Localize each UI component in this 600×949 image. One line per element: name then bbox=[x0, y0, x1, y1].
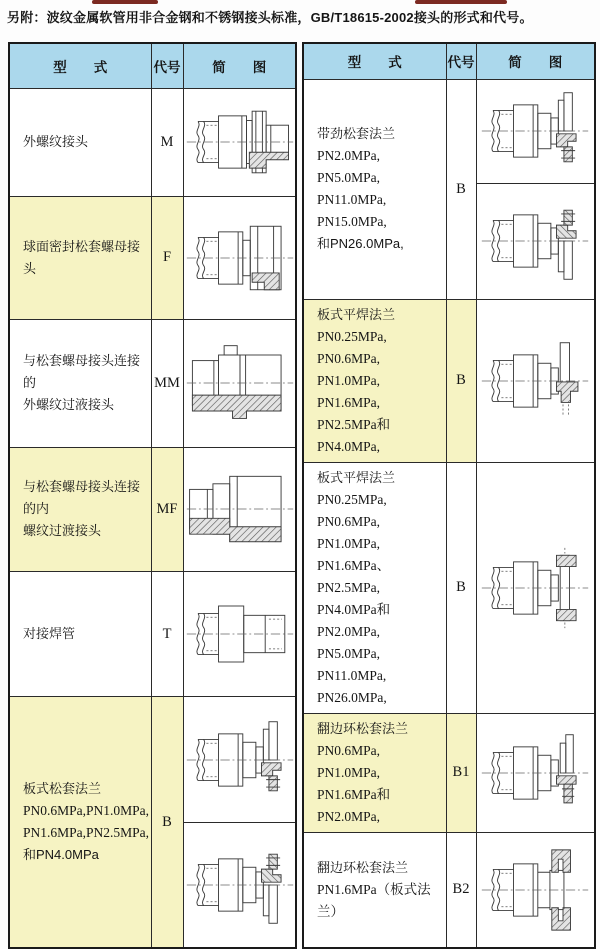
col-header-diagram: 简 图 bbox=[183, 43, 296, 88]
type-cell: 板式平焊法兰 PN0.25MPa, PN0.6MPa, PN1.0MPa, PN1.6MPa、 PN2.5MPa, PN4.0MPa和 PN2.0MPa, PN5.0MPa, PN11.0MPa, PN26.0MPa, bbox=[303, 462, 446, 713]
plate-weld-flange-sym-diagram bbox=[479, 546, 591, 630]
fitting-table-left bbox=[8, 42, 297, 949]
butt-weld-pipe-diagram bbox=[184, 592, 296, 676]
fitting-table-right bbox=[302, 42, 596, 949]
code-cell: B bbox=[446, 299, 476, 462]
table-row bbox=[9, 88, 296, 196]
code-cell: M bbox=[151, 88, 183, 196]
diagram-cell bbox=[183, 196, 296, 319]
type-cell: 翻边环松套法兰 PN0.6MPa, PN1.0MPa, PN1.6MPa和PN2.0MPa, bbox=[303, 713, 446, 832]
diagram-cell bbox=[476, 299, 595, 462]
code-cell: F bbox=[151, 196, 183, 319]
type-cell: 板式平焊法兰 PN0.25MPa, PN0.6MPa, PN1.0MPa, PN1.6MPa, PN2.5MPa和PN4.0MPa, bbox=[303, 299, 446, 462]
type-cell: 板式松套法兰 PN0.6MPa,PN1.0MPa, PN1.6MPa,PN2.5MPa, 和PN4.0MPa bbox=[9, 697, 151, 948]
necked-loose-flange-diagram-a bbox=[479, 89, 591, 173]
diagram-cell bbox=[183, 319, 296, 447]
standard-note: 另附：波纹金属软管用非合金钢和不锈钢接头标准，GB/T18615-2002接头的形式和代号。 bbox=[7, 10, 533, 25]
diagram-cell bbox=[476, 462, 595, 713]
internal-thread-nipple-diagram bbox=[184, 467, 296, 551]
fitting-tables bbox=[8, 42, 596, 949]
code-cell: B2 bbox=[446, 832, 476, 948]
code-cell: MF bbox=[151, 447, 183, 571]
col-header-type: 型 式 bbox=[303, 43, 446, 79]
diagram-cell bbox=[183, 447, 296, 571]
col-header-code: 代号 bbox=[151, 43, 183, 88]
col-header-diagram: 简 图 bbox=[476, 43, 595, 79]
table-row bbox=[303, 462, 595, 713]
flanged-ring-plate-flange-diagram bbox=[479, 848, 591, 932]
type-cell: 对接焊管 bbox=[9, 571, 151, 697]
type-cell: 与松套螺母接头连接的内 螺纹过渡接头 bbox=[9, 447, 151, 571]
type-cell: 带劲松套法兰 PN2.0MPa, PN5.0MPa, PN11.0MPa, PN15.0MPa, 和PN26.0MPa, bbox=[303, 79, 446, 299]
diagram-cell bbox=[183, 571, 296, 697]
type-cell: 外螺纹接头 bbox=[9, 88, 151, 196]
diagram-cell bbox=[476, 79, 595, 183]
type-cell: 球面密封松套螺母接头 bbox=[9, 196, 151, 319]
table-row bbox=[9, 319, 296, 447]
plate-loose-flange-diagram-b bbox=[184, 843, 296, 927]
table-row bbox=[9, 697, 296, 823]
header-row bbox=[303, 43, 595, 79]
flanged-ring-loose-flange-diagram bbox=[479, 731, 591, 815]
diagram-cell bbox=[183, 697, 296, 823]
external-thread-nipple-diagram bbox=[184, 341, 296, 425]
male-thread-fitting-diagram bbox=[184, 100, 296, 184]
table-row bbox=[9, 447, 296, 571]
col-header-code: 代号 bbox=[446, 43, 476, 79]
table-row bbox=[303, 832, 595, 948]
code-cell: T bbox=[151, 571, 183, 697]
diagram-cell bbox=[476, 713, 595, 832]
col-header-type: 型 式 bbox=[9, 43, 151, 88]
diagram-cell bbox=[476, 183, 595, 299]
loose-nut-fitting-diagram bbox=[184, 216, 296, 300]
code-cell: B1 bbox=[446, 713, 476, 832]
diagram-cell bbox=[476, 832, 595, 948]
code-cell: B bbox=[446, 462, 476, 713]
type-cell: 翻边环松套法兰 PN1.6MPa（板式法兰） bbox=[303, 832, 446, 948]
table-row bbox=[303, 79, 595, 183]
table-row bbox=[9, 196, 296, 319]
header-row bbox=[9, 43, 296, 88]
type-cell: 与松套螺母接头连接的 外螺纹过液接头 bbox=[9, 319, 151, 447]
cropped-text-remnant bbox=[415, 0, 507, 4]
plate-loose-flange-diagram-a bbox=[184, 718, 296, 802]
diagram-cell bbox=[183, 822, 296, 948]
code-cell: B bbox=[151, 697, 183, 948]
diagram-cell bbox=[183, 88, 296, 196]
code-cell: B bbox=[446, 79, 476, 299]
table-row bbox=[303, 713, 595, 832]
table-row bbox=[9, 571, 296, 697]
code-cell: MM bbox=[151, 319, 183, 447]
table-row bbox=[303, 299, 595, 462]
necked-loose-flange-diagram-b bbox=[479, 199, 591, 283]
cropped-text-remnant bbox=[92, 0, 158, 4]
plate-weld-flange-diagram bbox=[479, 339, 591, 423]
